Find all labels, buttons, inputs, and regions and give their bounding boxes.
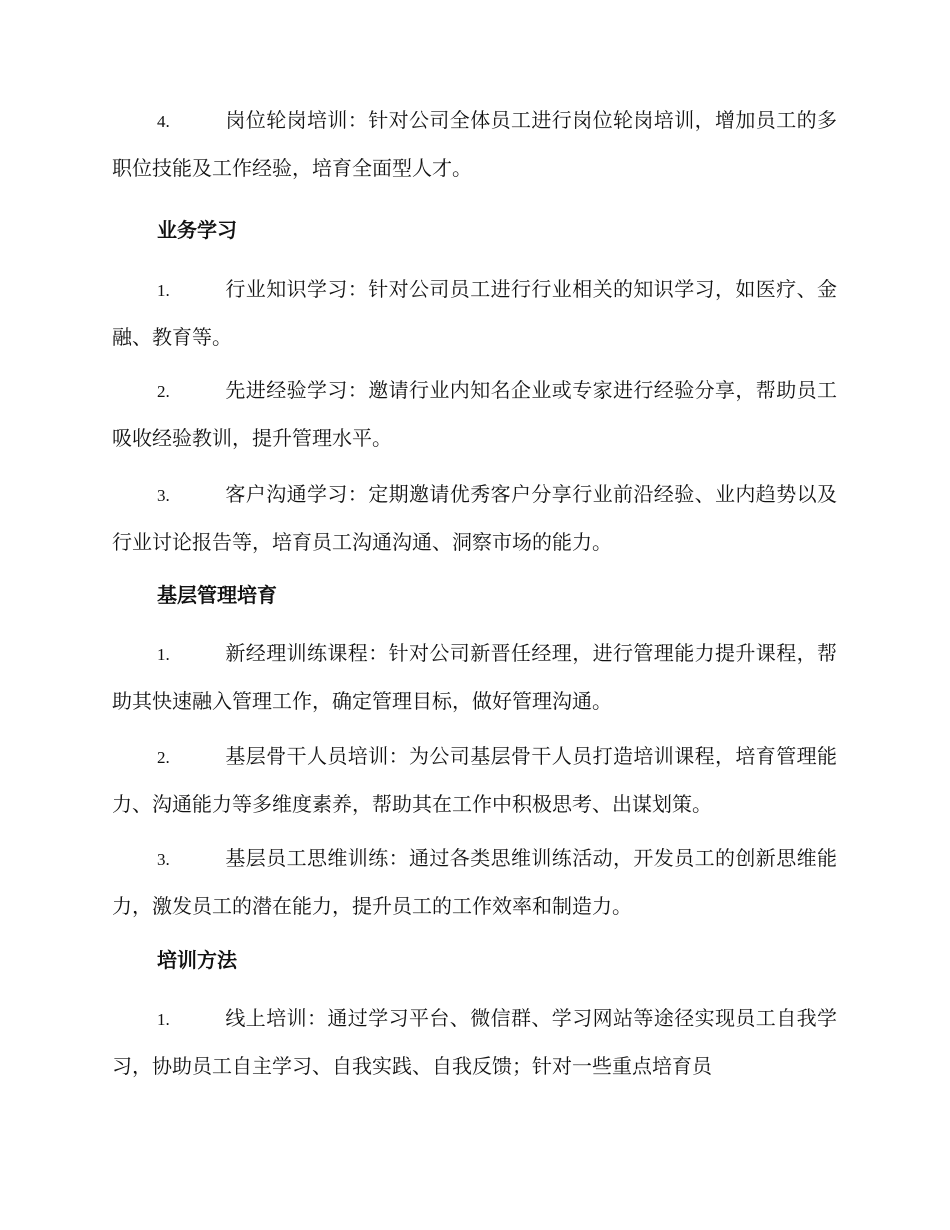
section-heading-business: 业务学习 [157, 218, 237, 242]
list-text: 线上培训：通过学习平台、微信群、学习网站等途径实现员工自我学习，协助员工自主学习、自我实践、自我反馈；针对一些重点培育员 [112, 1006, 837, 1078]
list-number: 2. [157, 748, 170, 767]
list-item [112, 97, 837, 191]
list-text: 基层员工思维训练：通过各类思维训练活动，开发员工的创新思维能力，激发员工的潜在能力，提升员工的工作效率和制造力。 [112, 846, 837, 918]
list-item [112, 630, 837, 724]
section-heading-methods: 培训方法 [157, 948, 237, 972]
list-number: 1. [157, 1010, 170, 1029]
list-item [112, 733, 837, 827]
list-item [112, 471, 837, 565]
list-number: 2. [157, 382, 170, 401]
list-item [112, 367, 837, 461]
list-text: 客户沟通学习：定期邀请优秀客户分享行业前沿经验、业内趋势以及行业讨论报告等，培育员工沟通沟通、洞察市场的能力。 [112, 482, 837, 554]
list-item [112, 835, 837, 929]
list-text: 行业知识学习：针对公司员工进行行业相关的知识学习，如医疗、金融、教育等。 [112, 277, 837, 349]
section-heading-management: 基层管理培育 [157, 583, 277, 607]
list-number: 1. [157, 645, 170, 664]
list-text: 先进经验学习：邀请行业内知名企业或专家进行经验分享，帮助员工吸收经验教训，提升管理水平。 [112, 378, 837, 450]
list-number: 3. [157, 486, 170, 505]
list-text: 新经理训练课程：针对公司新晋任经理，进行管理能力提升课程，帮助其快速融入管理工作，确定管理目标，做好管理沟通。 [112, 641, 837, 713]
list-item [112, 266, 837, 360]
list-text: 基层骨干人员培训：为公司基层骨干人员打造培训课程，培育管理能力、沟通能力等多维度素养，帮助其在工作中积极思考、出谋划策。 [112, 744, 837, 816]
list-number: 3. [157, 850, 170, 869]
list-number: 4. [157, 112, 170, 131]
list-text: 岗位轮岗培训：针对公司全体员工进行岗位轮岗培训，增加员工的多职位技能及工作经验，培育全面型人才。 [112, 108, 837, 180]
list-item [112, 995, 837, 1089]
list-number: 1. [157, 281, 170, 300]
